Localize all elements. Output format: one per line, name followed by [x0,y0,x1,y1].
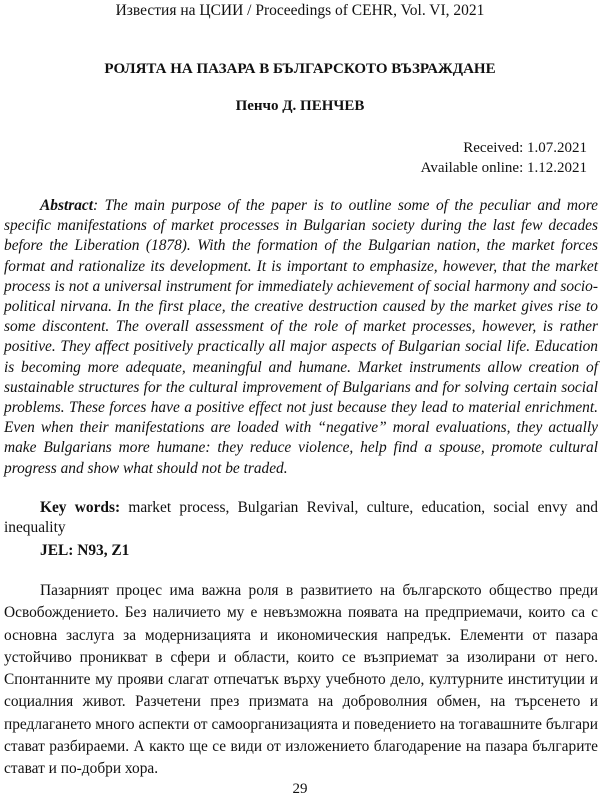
author-name: Пенчо Д. ПЕНЧЕВ [235,98,365,114]
available-online-date: Available online: 1.12.2021 [420,160,587,176]
page-number: 29 [292,781,308,797]
jel-codes: JEL: N93, Z1 [40,542,130,559]
body-paragraph: Пазарният процес има важна роля в развитието на българското общество преди Освобождението. Без наличието му е невъзможна появата на предприемачи, които са с основна заслуга за модернизацията и икономическия напредък. Елементи от пазара устойчиво проникват в сфери и области, които се възприемат за изолирани от него. Спонтанните му прояви слагат отпечатък върху учебното дело, културните институции и социалния живот. Разчетени през призмата на доброволния обмен, на търсенето и предлагането много аспекти от самоорганизацията и поведението на тогавашните българи стават разбираеми. А както ще се види от изложението благодарение на пазара българите стават и по-добри хора. [4,582,598,778]
abstract [4,196,598,479]
abstract-label: Abstract [40,197,94,214]
abstract-text: : The main purpose of the paper is to outline some of the peculiar and more specific manifestations of market processes in Bulgarian society during the last few decades before the Liberation (1878). With the formation of the Bulgarian nation, the market forces format and rationalize its development. It is important to emphasize, however, that the market process is not a universal instrument for immediately achievement of social harmony and socio-political nirvana. In the first place, the creative destruction caused by the market gives rise to some discontent. The overall assessment of the role of market processes, however, is rather positive. They affect positively practically all major aspects of Bulgarian social life. Education is becoming more adequate, meaningful and humane. Market instruments allow creation of sustainable structures for the cultural improvement of Bulgarians and for solving certain social problems. These forces have a positive effect not just because they lead to material enrichment. Even when their manifestations are loaded with “negative” moral evaluations, they actually make Bulgarians more humane: they reduce violence, help find a spouse, promote cultural progress and show what should not be traded. [4,197,598,477]
running-header: Известия на ЦСИИ / Proceedings of CEHR, Vol. VI, 2021 [115,2,485,19]
keywords-label: Key words: [40,499,121,516]
publication-dates [421,138,587,178]
keywords [4,498,598,538]
received-date: Received: 1.07.2021 [463,140,587,156]
keywords-text: market process, Bulgarian Revival, culture, education, social envy and inequality [4,499,598,537]
paper-title: РОЛЯТА НА ПАЗАРА В БЪЛГАРСКОТО ВЪЗРАЖДАНЕ [104,61,496,77]
